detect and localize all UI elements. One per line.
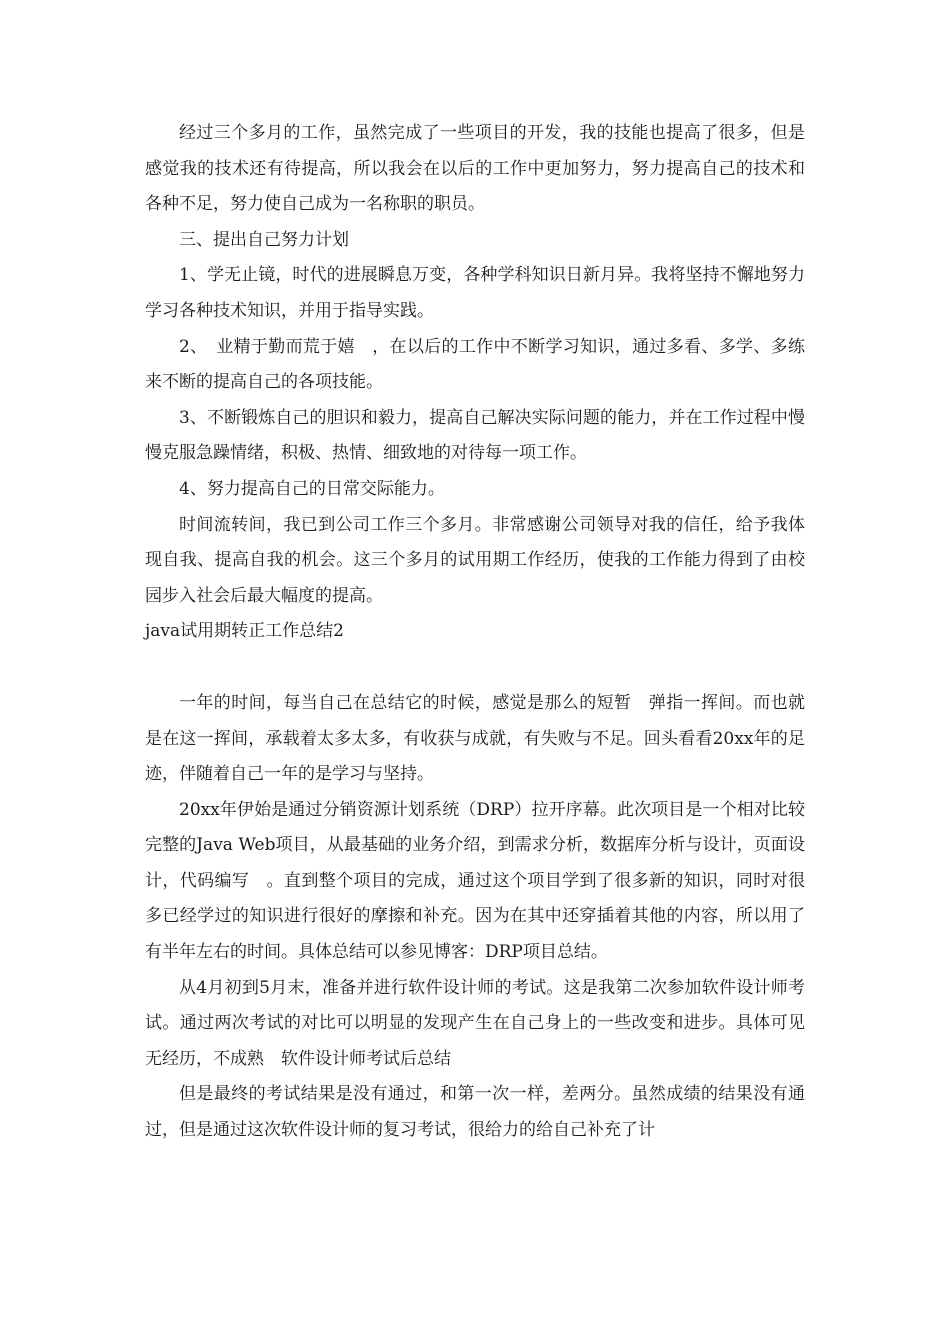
paragraph-one-year: 一年的时间，每当自己在总结它的时候，感觉是那么的短暂 弹指一挥间。而也就是在这一挥间，承载着太多太多，有收获与成就，有失败与不足。回头看看20xx年的足迹，伴随着自己一年的是学习与坚持。 — [145, 692, 805, 785]
paragraph-skills-summary: 经过三个多月的工作，虽然完成了一些项目的开发，我的技能也提高了很多，但是感觉我的技术还有待提高，所以我会在以后的工作中更加努力，努力提高自己的技术和各种不足，努力使自己成为一名称职的职员。 — [145, 123, 805, 215]
paragraph-plan-item-4: 4、努力提高自己的日常交际能力。 — [179, 478, 445, 499]
section-spacer — [145, 650, 805, 686]
paragraph-drp-project: 20xx年伊始是通过分销资源计划系统（DRP）拉开序幕。此次项目是一个相对比较完整的Java Web项目，从最基础的业务介绍，到需求分析，数据库分析与设计，页面设计，代码编写 。直到整个项目的完成，通过这个项目学到了很多新的知识，同时对很多已经学过的知识进行很好的摩擦和补充。因为在其中还穿插着其他的内容，所以用了有半年左右的时间。具体总结可以参见博客：DRP项目总结。 — [145, 799, 805, 963]
paragraph-exam-prep: 从4月初到5月末，准备并进行软件设计师的考试。这是我第二次参加软件设计师考试。通过两次考试的对比可以明显的发现产生在自己身上的一些改变和进步。具体可见无经历，不成熟 软件设计师考试后总结 — [145, 977, 805, 1069]
paragraph-plan-item-1: 1、学无止镜，时代的进展瞬息万变，各种学科知识日新月异。我将坚持不懈地努力学习各种技术知识，并用于指导实践。 — [145, 265, 805, 321]
document-body — [145, 116, 805, 1149]
section-heading: java试用期转正工作总结2 — [145, 621, 344, 642]
paragraph-plan-item-2: 2、 业精于勤而荒于嬉 ，在以后的工作中不断学习知识，通过多看、多学、多练来不断的提高自己的各项技能。 — [145, 336, 805, 393]
paragraph-plan-item-3: 3、不断锻炼自己的胆识和毅力，提高自己解决实际问题的能力，并在工作过程中慢慢克服急躁情绪，积极、热情、细致地的对待每一项工作。 — [145, 407, 805, 464]
paragraph-exam-result: 但是最终的考试结果是没有通过，和第一次一样，差两分。虽然成绩的结果没有通过，但是通过这次软件设计师的复习考试，很给力的给自己补充了计 — [145, 1084, 805, 1141]
paragraph-plan-heading: 三、提出自己努力计划 — [179, 229, 349, 250]
paragraph-time-flows: 时间流转间，我已到公司工作三个多月。非常感谢公司领导对我的信任，给予我体现自我、提高自我的机会。这三个多月的试用期工作经历，使我的工作能力得到了由校园步入社会后最大幅度的提高。 — [145, 514, 805, 606]
